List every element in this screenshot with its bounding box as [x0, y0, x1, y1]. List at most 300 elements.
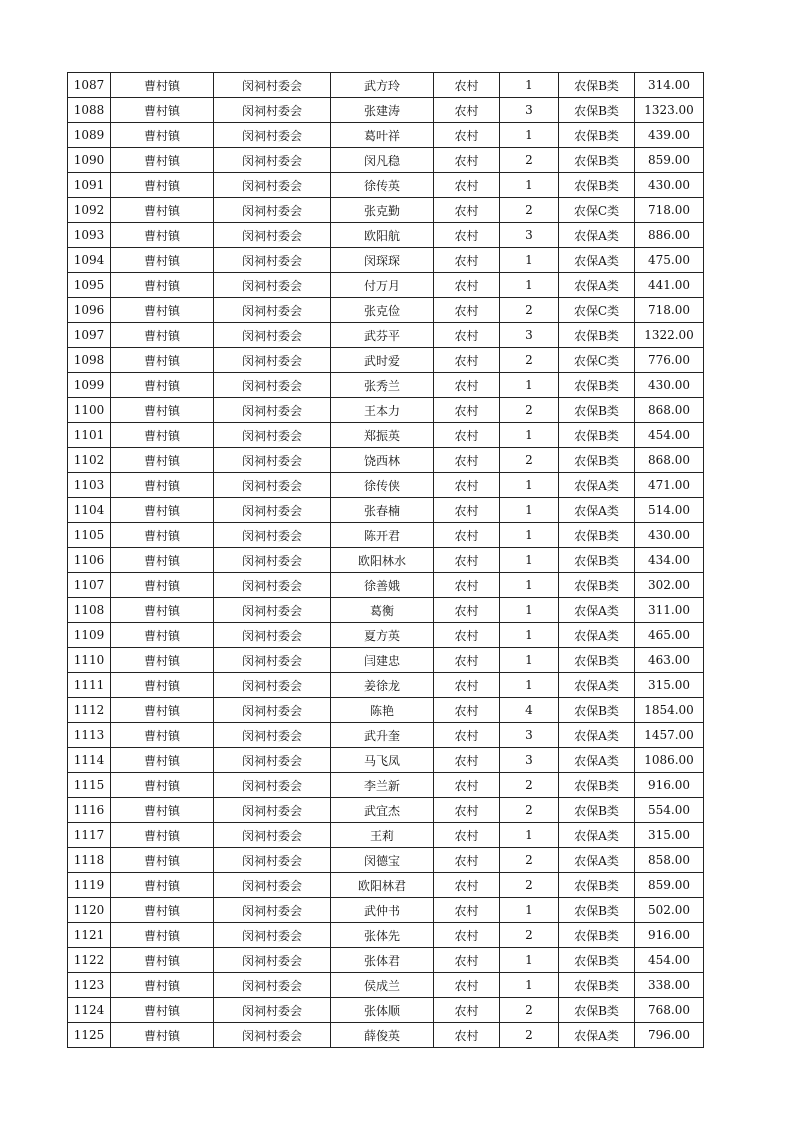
household-size-cell: 1 — [500, 523, 559, 548]
town-cell: 曹村镇 — [111, 823, 214, 848]
town-cell: 曹村镇 — [111, 598, 214, 623]
name-cell: 夏方英 — [331, 623, 434, 648]
insurance-category-cell: 农保B类 — [559, 923, 635, 948]
amount-cell: 441.00 — [635, 273, 704, 298]
row-number-cell: 1123 — [68, 973, 111, 998]
amount-cell: 430.00 — [635, 523, 704, 548]
village-committee-cell: 闵祠村委会 — [214, 398, 331, 423]
household-size-cell: 1 — [500, 623, 559, 648]
area-type-cell: 农村 — [434, 173, 500, 198]
table-row — [68, 223, 704, 248]
amount-cell: 718.00 — [635, 298, 704, 323]
table-row — [68, 248, 704, 273]
household-size-cell: 2 — [500, 198, 559, 223]
household-size-cell: 2 — [500, 798, 559, 823]
name-cell: 张建涛 — [331, 98, 434, 123]
insurance-category-cell: 农保A类 — [559, 273, 635, 298]
insurance-category-cell: 农保B类 — [559, 948, 635, 973]
amount-cell: 886.00 — [635, 223, 704, 248]
area-type-cell: 农村 — [434, 698, 500, 723]
table-row — [68, 373, 704, 398]
table-row — [68, 723, 704, 748]
town-cell: 曹村镇 — [111, 923, 214, 948]
name-cell: 闫建忠 — [331, 648, 434, 673]
name-cell: 张体先 — [331, 923, 434, 948]
village-committee-cell: 闵祠村委会 — [214, 598, 331, 623]
row-number-cell: 1110 — [68, 648, 111, 673]
amount-cell: 314.00 — [635, 73, 704, 98]
household-size-cell: 1 — [500, 898, 559, 923]
amount-cell: 1854.00 — [635, 698, 704, 723]
household-size-cell: 2 — [500, 873, 559, 898]
amount-cell: 315.00 — [635, 823, 704, 848]
row-number-cell: 1111 — [68, 673, 111, 698]
name-cell: 付万月 — [331, 273, 434, 298]
household-size-cell: 1 — [500, 823, 559, 848]
area-type-cell: 农村 — [434, 573, 500, 598]
town-cell: 曹村镇 — [111, 273, 214, 298]
insurance-category-cell: 农保B类 — [559, 98, 635, 123]
table-body — [68, 73, 704, 1048]
table-row — [68, 798, 704, 823]
village-committee-cell: 闵祠村委会 — [214, 73, 331, 98]
town-cell: 曹村镇 — [111, 748, 214, 773]
village-committee-cell: 闵祠村委会 — [214, 173, 331, 198]
table-row — [68, 198, 704, 223]
table-row — [68, 923, 704, 948]
village-committee-cell: 闵祠村委会 — [214, 1023, 331, 1048]
row-number-cell: 1112 — [68, 698, 111, 723]
town-cell: 曹村镇 — [111, 448, 214, 473]
row-number-cell: 1103 — [68, 473, 111, 498]
row-number-cell: 1118 — [68, 848, 111, 873]
name-cell: 徐传英 — [331, 173, 434, 198]
town-cell: 曹村镇 — [111, 298, 214, 323]
row-number-cell: 1104 — [68, 498, 111, 523]
town-cell: 曹村镇 — [111, 573, 214, 598]
insurance-category-cell: 农保B类 — [559, 798, 635, 823]
table-row — [68, 873, 704, 898]
table-row — [68, 298, 704, 323]
row-number-cell: 1101 — [68, 423, 111, 448]
town-cell: 曹村镇 — [111, 323, 214, 348]
name-cell: 陈艳 — [331, 698, 434, 723]
name-cell: 闵德宝 — [331, 848, 434, 873]
amount-cell: 768.00 — [635, 998, 704, 1023]
row-number-cell: 1098 — [68, 348, 111, 373]
table-row — [68, 448, 704, 473]
area-type-cell: 农村 — [434, 623, 500, 648]
village-committee-cell: 闵祠村委会 — [214, 998, 331, 1023]
insurance-category-cell: 农保B类 — [559, 448, 635, 473]
area-type-cell: 农村 — [434, 423, 500, 448]
insurance-category-cell: 农保B类 — [559, 773, 635, 798]
amount-cell: 796.00 — [635, 1023, 704, 1048]
amount-cell: 471.00 — [635, 473, 704, 498]
row-number-cell: 1087 — [68, 73, 111, 98]
name-cell: 张春楠 — [331, 498, 434, 523]
insurance-category-cell: 农保B类 — [559, 373, 635, 398]
table-row — [68, 423, 704, 448]
row-number-cell: 1108 — [68, 598, 111, 623]
village-committee-cell: 闵祠村委会 — [214, 923, 331, 948]
household-size-cell: 1 — [500, 173, 559, 198]
insurance-category-cell: 农保A类 — [559, 248, 635, 273]
area-type-cell: 农村 — [434, 273, 500, 298]
amount-cell: 454.00 — [635, 948, 704, 973]
village-committee-cell: 闵祠村委会 — [214, 973, 331, 998]
household-size-cell: 1 — [500, 273, 559, 298]
row-number-cell: 1092 — [68, 198, 111, 223]
village-committee-cell: 闵祠村委会 — [214, 98, 331, 123]
row-number-cell: 1117 — [68, 823, 111, 848]
area-type-cell: 农村 — [434, 648, 500, 673]
amount-cell: 868.00 — [635, 448, 704, 473]
town-cell: 曹村镇 — [111, 698, 214, 723]
town-cell: 曹村镇 — [111, 723, 214, 748]
insurance-category-cell: 农保C类 — [559, 348, 635, 373]
area-type-cell: 农村 — [434, 973, 500, 998]
insurance-category-cell: 农保A类 — [559, 748, 635, 773]
row-number-cell: 1093 — [68, 223, 111, 248]
village-committee-cell: 闵祠村委会 — [214, 123, 331, 148]
name-cell: 薛俊英 — [331, 1023, 434, 1048]
table-row — [68, 773, 704, 798]
insurance-category-cell: 农保B类 — [559, 173, 635, 198]
table-row — [68, 148, 704, 173]
row-number-cell: 1100 — [68, 398, 111, 423]
area-type-cell: 农村 — [434, 548, 500, 573]
row-number-cell: 1121 — [68, 923, 111, 948]
amount-cell: 514.00 — [635, 498, 704, 523]
household-size-cell: 2 — [500, 348, 559, 373]
village-committee-cell: 闵祠村委会 — [214, 373, 331, 398]
insurance-category-cell: 农保A类 — [559, 823, 635, 848]
insurance-category-cell: 农保B类 — [559, 648, 635, 673]
household-size-cell: 1 — [500, 673, 559, 698]
village-committee-cell: 闵祠村委会 — [214, 798, 331, 823]
amount-cell: 434.00 — [635, 548, 704, 573]
table-row — [68, 998, 704, 1023]
amount-cell: 475.00 — [635, 248, 704, 273]
row-number-cell: 1095 — [68, 273, 111, 298]
household-size-cell: 1 — [500, 123, 559, 148]
area-type-cell: 农村 — [434, 848, 500, 873]
village-committee-cell: 闵祠村委会 — [214, 898, 331, 923]
name-cell: 武方玲 — [331, 73, 434, 98]
village-committee-cell: 闵祠村委会 — [214, 273, 331, 298]
insurance-category-cell: 农保B类 — [559, 973, 635, 998]
name-cell: 郑振英 — [331, 423, 434, 448]
village-committee-cell: 闵祠村委会 — [214, 148, 331, 173]
row-number-cell: 1088 — [68, 98, 111, 123]
household-size-cell: 1 — [500, 973, 559, 998]
household-size-cell: 2 — [500, 1023, 559, 1048]
village-committee-cell: 闵祠村委会 — [214, 423, 331, 448]
village-committee-cell: 闵祠村委会 — [214, 623, 331, 648]
household-size-cell: 2 — [500, 448, 559, 473]
table-row — [68, 648, 704, 673]
area-type-cell: 农村 — [434, 73, 500, 98]
area-type-cell: 农村 — [434, 998, 500, 1023]
row-number-cell: 1094 — [68, 248, 111, 273]
insurance-category-cell: 农保C类 — [559, 298, 635, 323]
household-size-cell: 3 — [500, 223, 559, 248]
household-size-cell: 2 — [500, 923, 559, 948]
amount-cell: 1457.00 — [635, 723, 704, 748]
town-cell: 曹村镇 — [111, 1023, 214, 1048]
name-cell: 张秀兰 — [331, 373, 434, 398]
amount-cell: 338.00 — [635, 973, 704, 998]
name-cell: 欧阳林君 — [331, 873, 434, 898]
area-type-cell: 农村 — [434, 473, 500, 498]
amount-cell: 859.00 — [635, 873, 704, 898]
table-row — [68, 823, 704, 848]
area-type-cell: 农村 — [434, 198, 500, 223]
household-size-cell: 1 — [500, 373, 559, 398]
area-type-cell: 农村 — [434, 948, 500, 973]
town-cell: 曹村镇 — [111, 873, 214, 898]
name-cell: 李兰新 — [331, 773, 434, 798]
area-type-cell: 农村 — [434, 673, 500, 698]
area-type-cell: 农村 — [434, 323, 500, 348]
insurance-category-cell: 农保C类 — [559, 198, 635, 223]
amount-cell: 859.00 — [635, 148, 704, 173]
name-cell: 姜徐龙 — [331, 673, 434, 698]
area-type-cell: 农村 — [434, 498, 500, 523]
area-type-cell: 农村 — [434, 898, 500, 923]
insurance-category-cell: 农保B类 — [559, 148, 635, 173]
village-committee-cell: 闵祠村委会 — [214, 848, 331, 873]
household-size-cell: 1 — [500, 948, 559, 973]
town-cell: 曹村镇 — [111, 673, 214, 698]
town-cell: 曹村镇 — [111, 123, 214, 148]
village-committee-cell: 闵祠村委会 — [214, 748, 331, 773]
name-cell: 武仲书 — [331, 898, 434, 923]
village-committee-cell: 闵祠村委会 — [214, 323, 331, 348]
area-type-cell: 农村 — [434, 773, 500, 798]
amount-cell: 1323.00 — [635, 98, 704, 123]
town-cell: 曹村镇 — [111, 398, 214, 423]
amount-cell: 502.00 — [635, 898, 704, 923]
table-row — [68, 323, 704, 348]
area-type-cell: 农村 — [434, 148, 500, 173]
town-cell: 曹村镇 — [111, 73, 214, 98]
row-number-cell: 1099 — [68, 373, 111, 398]
name-cell: 徐善娥 — [331, 573, 434, 598]
area-type-cell: 农村 — [434, 523, 500, 548]
amount-cell: 302.00 — [635, 573, 704, 598]
area-type-cell: 农村 — [434, 98, 500, 123]
table-row — [68, 348, 704, 373]
relief-records-table — [67, 72, 704, 1048]
area-type-cell: 农村 — [434, 373, 500, 398]
table-row — [68, 848, 704, 873]
village-committee-cell: 闵祠村委会 — [214, 473, 331, 498]
town-cell: 曹村镇 — [111, 798, 214, 823]
area-type-cell: 农村 — [434, 823, 500, 848]
amount-cell: 430.00 — [635, 373, 704, 398]
town-cell: 曹村镇 — [111, 373, 214, 398]
insurance-category-cell: 农保B类 — [559, 998, 635, 1023]
row-number-cell: 1124 — [68, 998, 111, 1023]
household-size-cell: 1 — [500, 248, 559, 273]
village-committee-cell: 闵祠村委会 — [214, 348, 331, 373]
household-size-cell: 2 — [500, 848, 559, 873]
area-type-cell: 农村 — [434, 1023, 500, 1048]
town-cell: 曹村镇 — [111, 523, 214, 548]
village-committee-cell: 闵祠村委会 — [214, 548, 331, 573]
town-cell: 曹村镇 — [111, 348, 214, 373]
town-cell: 曹村镇 — [111, 998, 214, 1023]
amount-cell: 430.00 — [635, 173, 704, 198]
village-committee-cell: 闵祠村委会 — [214, 773, 331, 798]
amount-cell: 315.00 — [635, 673, 704, 698]
table-row — [68, 698, 704, 723]
household-size-cell: 1 — [500, 573, 559, 598]
insurance-category-cell: 农保B类 — [559, 523, 635, 548]
row-number-cell: 1120 — [68, 898, 111, 923]
row-number-cell: 1114 — [68, 748, 111, 773]
area-type-cell: 农村 — [434, 123, 500, 148]
insurance-category-cell: 农保B类 — [559, 698, 635, 723]
row-number-cell: 1116 — [68, 798, 111, 823]
village-committee-cell: 闵祠村委会 — [214, 298, 331, 323]
name-cell: 马飞凤 — [331, 748, 434, 773]
village-committee-cell: 闵祠村委会 — [214, 198, 331, 223]
household-size-cell: 2 — [500, 148, 559, 173]
town-cell: 曹村镇 — [111, 473, 214, 498]
table-row — [68, 598, 704, 623]
town-cell: 曹村镇 — [111, 148, 214, 173]
row-number-cell: 1097 — [68, 323, 111, 348]
name-cell: 张克勤 — [331, 198, 434, 223]
town-cell: 曹村镇 — [111, 173, 214, 198]
row-number-cell: 1109 — [68, 623, 111, 648]
name-cell: 欧阳航 — [331, 223, 434, 248]
name-cell: 葛衡 — [331, 598, 434, 623]
household-size-cell: 1 — [500, 648, 559, 673]
area-type-cell: 农村 — [434, 398, 500, 423]
area-type-cell: 农村 — [434, 923, 500, 948]
town-cell: 曹村镇 — [111, 223, 214, 248]
insurance-category-cell: 农保B类 — [559, 548, 635, 573]
village-committee-cell: 闵祠村委会 — [214, 498, 331, 523]
town-cell: 曹村镇 — [111, 623, 214, 648]
area-type-cell: 农村 — [434, 598, 500, 623]
insurance-category-cell: 农保B类 — [559, 398, 635, 423]
insurance-category-cell: 农保B类 — [559, 323, 635, 348]
insurance-category-cell: 农保A类 — [559, 723, 635, 748]
amount-cell: 916.00 — [635, 923, 704, 948]
table-row — [68, 748, 704, 773]
household-size-cell: 1 — [500, 548, 559, 573]
village-committee-cell: 闵祠村委会 — [214, 873, 331, 898]
area-type-cell: 农村 — [434, 298, 500, 323]
table-row — [68, 123, 704, 148]
amount-cell: 1086.00 — [635, 748, 704, 773]
household-size-cell: 1 — [500, 73, 559, 98]
row-number-cell: 1122 — [68, 948, 111, 973]
household-size-cell: 1 — [500, 598, 559, 623]
village-committee-cell: 闵祠村委会 — [214, 448, 331, 473]
area-type-cell: 农村 — [434, 448, 500, 473]
household-size-cell: 1 — [500, 423, 559, 448]
table-row — [68, 73, 704, 98]
town-cell: 曹村镇 — [111, 773, 214, 798]
name-cell: 陈开君 — [331, 523, 434, 548]
row-number-cell: 1107 — [68, 573, 111, 598]
name-cell: 王本力 — [331, 398, 434, 423]
amount-cell: 718.00 — [635, 198, 704, 223]
insurance-category-cell: 农保B类 — [559, 73, 635, 98]
amount-cell: 463.00 — [635, 648, 704, 673]
name-cell: 武芬平 — [331, 323, 434, 348]
village-committee-cell: 闵祠村委会 — [214, 948, 331, 973]
row-number-cell: 1096 — [68, 298, 111, 323]
table-row — [68, 573, 704, 598]
insurance-category-cell: 农保A类 — [559, 498, 635, 523]
area-type-cell: 农村 — [434, 723, 500, 748]
name-cell: 闵凡稳 — [331, 148, 434, 173]
household-size-cell: 3 — [500, 748, 559, 773]
table-row — [68, 473, 704, 498]
amount-cell: 465.00 — [635, 623, 704, 648]
town-cell: 曹村镇 — [111, 198, 214, 223]
town-cell: 曹村镇 — [111, 973, 214, 998]
name-cell: 侯成兰 — [331, 973, 434, 998]
household-size-cell: 4 — [500, 698, 559, 723]
row-number-cell: 1091 — [68, 173, 111, 198]
insurance-category-cell: 农保A类 — [559, 623, 635, 648]
name-cell: 饶西林 — [331, 448, 434, 473]
amount-cell: 868.00 — [635, 398, 704, 423]
table-row — [68, 498, 704, 523]
village-committee-cell: 闵祠村委会 — [214, 673, 331, 698]
row-number-cell: 1106 — [68, 548, 111, 573]
household-size-cell: 2 — [500, 773, 559, 798]
name-cell: 武时爱 — [331, 348, 434, 373]
insurance-category-cell: 农保A类 — [559, 1023, 635, 1048]
name-cell: 张体顺 — [331, 998, 434, 1023]
amount-cell: 776.00 — [635, 348, 704, 373]
town-cell: 曹村镇 — [111, 848, 214, 873]
row-number-cell: 1125 — [68, 1023, 111, 1048]
amount-cell: 858.00 — [635, 848, 704, 873]
name-cell: 张体君 — [331, 948, 434, 973]
amount-cell: 454.00 — [635, 423, 704, 448]
insurance-category-cell: 农保B类 — [559, 873, 635, 898]
table-row — [68, 623, 704, 648]
area-type-cell: 农村 — [434, 248, 500, 273]
town-cell: 曹村镇 — [111, 548, 214, 573]
insurance-category-cell: 农保B类 — [559, 423, 635, 448]
village-committee-cell: 闵祠村委会 — [214, 223, 331, 248]
row-number-cell: 1105 — [68, 523, 111, 548]
name-cell: 徐传侠 — [331, 473, 434, 498]
table-row — [68, 898, 704, 923]
town-cell: 曹村镇 — [111, 248, 214, 273]
table-row — [68, 273, 704, 298]
insurance-category-cell: 农保B类 — [559, 898, 635, 923]
village-committee-cell: 闵祠村委会 — [214, 698, 331, 723]
area-type-cell: 农村 — [434, 223, 500, 248]
area-type-cell: 农村 — [434, 873, 500, 898]
household-size-cell: 1 — [500, 473, 559, 498]
village-committee-cell: 闵祠村委会 — [214, 723, 331, 748]
table-row — [68, 548, 704, 573]
name-cell: 葛叶祥 — [331, 123, 434, 148]
